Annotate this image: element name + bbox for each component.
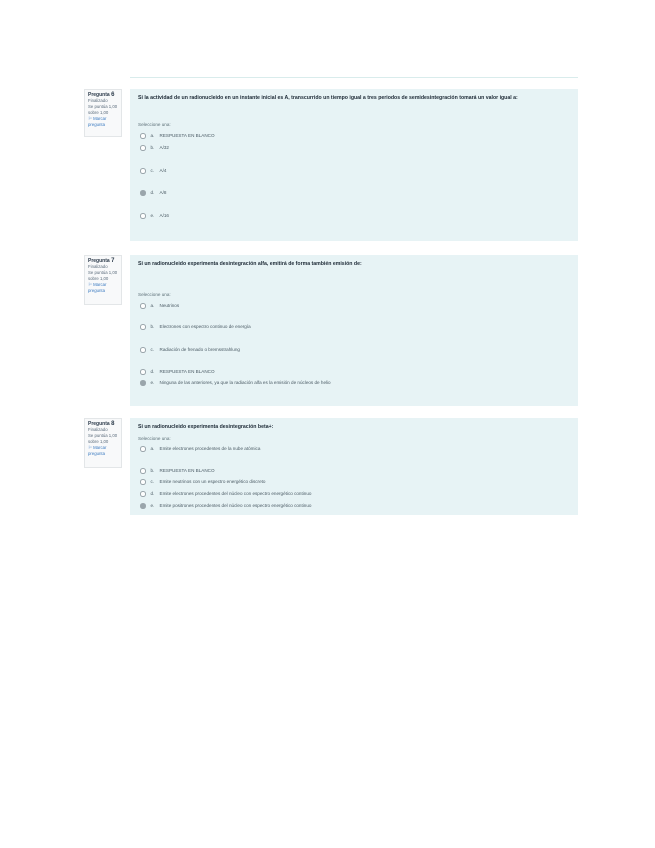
select-prompt: Seleccione una: bbox=[138, 122, 171, 127]
answer-option[interactable]: e. Ninguna de las anteriores, ya que la radiación alfa es la emisión de núcleos de helio bbox=[140, 380, 331, 386]
question-box-6 bbox=[130, 89, 578, 241]
question-score: Se puntúa 1,00 sobre 1,00 bbox=[88, 433, 118, 444]
radio-button[interactable] bbox=[140, 133, 146, 139]
radio-button[interactable] bbox=[140, 213, 146, 219]
radio-button[interactable] bbox=[140, 479, 146, 485]
radio-button-selected[interactable] bbox=[140, 503, 146, 509]
radio-button[interactable] bbox=[140, 468, 146, 474]
radio-button[interactable] bbox=[140, 303, 146, 309]
answer-option[interactable]: e. Emite positrones procedentes del núcleo con espectro energético continuo bbox=[140, 503, 311, 509]
question-text: Si la actividad de un radionucleido en un instante inicial es A, transcurrido un tiempo igual a tres periodos de semidesintegración tomará un valor igual a: bbox=[138, 95, 518, 101]
flag-question-link[interactable]: ⚐ Marcar pregunta bbox=[88, 445, 107, 456]
radio-button[interactable] bbox=[140, 168, 146, 174]
radio-button-selected[interactable] bbox=[140, 190, 146, 196]
question-info-8 bbox=[84, 418, 122, 468]
radio-button[interactable] bbox=[140, 369, 146, 375]
question-info-7 bbox=[84, 255, 122, 305]
question-info-6 bbox=[84, 89, 122, 137]
flag-question-link[interactable]: ⚐ Marcar pregunta bbox=[88, 116, 107, 127]
question-score: Se puntúa 1,00 sobre 1,00 bbox=[88, 270, 118, 281]
answer-option[interactable]: d. Emite electrones procedentes del núcleo con espectro energético continuo bbox=[140, 491, 311, 497]
flag-icon: ⚐ bbox=[88, 116, 92, 121]
radio-button[interactable] bbox=[140, 491, 146, 497]
question-status: Finalizado bbox=[88, 98, 108, 103]
radio-button[interactable] bbox=[140, 446, 146, 452]
question-box-8 bbox=[130, 418, 578, 515]
radio-button[interactable] bbox=[140, 324, 146, 330]
answer-option[interactable]: c. Radiación de frenado o bremsstrahlung bbox=[140, 347, 240, 353]
answer-option[interactable]: b. A/32 bbox=[140, 145, 169, 151]
answer-option[interactable]: b. RESPUESTA EN BLANCO bbox=[140, 468, 215, 474]
flag-icon: ⚐ bbox=[88, 282, 92, 287]
answer-option[interactable]: a. Emite electrones procedentes de la nube atómica bbox=[140, 446, 260, 452]
answer-option[interactable]: a. RESPUESTA EN BLANCO bbox=[140, 133, 215, 139]
question-text: Si un radionucleido experimenta desintegración alfa, emitirá de forma también emisión de: bbox=[138, 261, 362, 267]
answer-option[interactable]: d. A/8 bbox=[140, 190, 166, 196]
answer-option[interactable]: c. Emite neutrinos con un espectro energético discreto bbox=[140, 479, 265, 485]
page-top-divider bbox=[130, 77, 578, 78]
question-number-label: Pregunta 6 bbox=[88, 92, 115, 98]
question-status: Finalizado bbox=[88, 427, 108, 432]
answer-option[interactable]: c. A/4 bbox=[140, 168, 166, 174]
question-number-label: Pregunta 7 bbox=[88, 258, 115, 264]
answer-option[interactable]: e. A/16 bbox=[140, 213, 169, 219]
radio-button[interactable] bbox=[140, 145, 146, 151]
answer-option[interactable]: a. Neutrinos bbox=[140, 303, 179, 309]
answer-option[interactable]: d. RESPUESTA EN BLANCO bbox=[140, 369, 215, 375]
select-prompt: Seleccione una: bbox=[138, 436, 171, 441]
radio-button-selected[interactable] bbox=[140, 380, 146, 386]
flag-icon: ⚐ bbox=[88, 445, 92, 450]
flag-question-link[interactable]: ⚐ Marcar pregunta bbox=[88, 282, 107, 293]
question-score: Se puntúa 1,00 sobre 1,00 bbox=[88, 104, 118, 115]
question-text: Si un radionucleido experimenta desintegración beta+: bbox=[138, 424, 274, 430]
answer-option[interactable]: b. Electrones con espectro continuo de energía bbox=[140, 324, 251, 330]
select-prompt: Seleccione una: bbox=[138, 292, 171, 297]
question-status: Finalizado bbox=[88, 264, 108, 269]
question-number-label: Pregunta 8 bbox=[88, 421, 115, 427]
question-box-7 bbox=[130, 255, 578, 406]
radio-button[interactable] bbox=[140, 347, 146, 353]
